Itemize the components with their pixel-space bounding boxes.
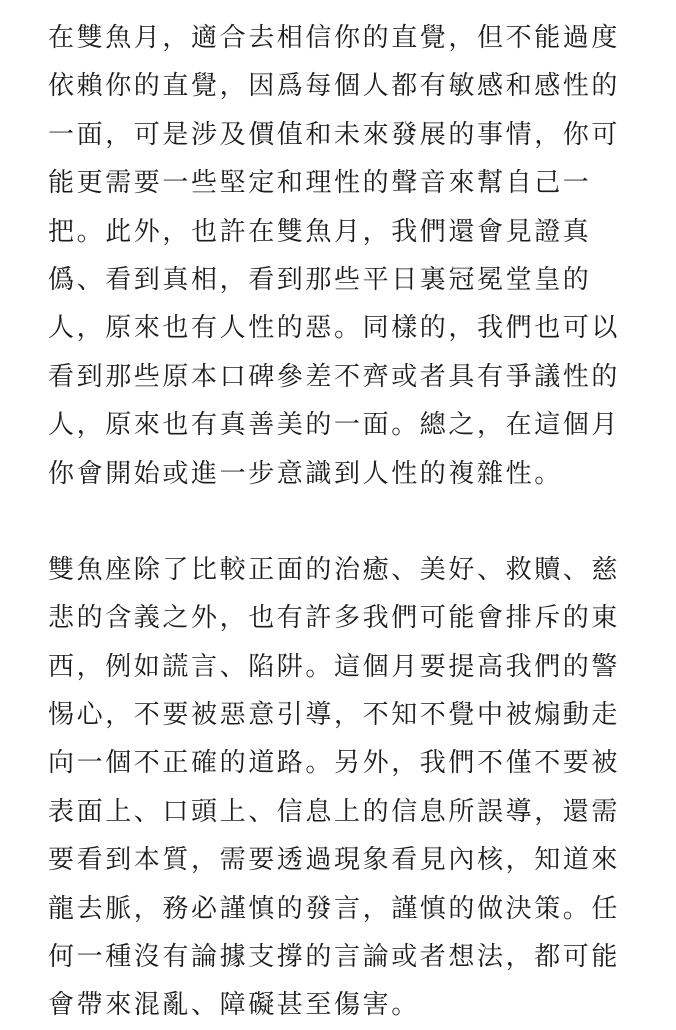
text-line: 惕心，不要被惡意引導，不知不覺中被煽動走 bbox=[48, 700, 621, 731]
paragraph-2 bbox=[48, 546, 638, 1030]
text-line: 你會開始或進一步意識到人性的複雜性。 bbox=[48, 458, 563, 489]
text-line: 依賴你的直覺，因爲每個人都有敏感和感性的 bbox=[48, 71, 621, 102]
text-line: 在雙魚月，適合去相信你的直覺，但不能過度 bbox=[48, 23, 621, 53]
text-line: 看到那些原本口碑參差不齊或者具有爭議性的 bbox=[48, 361, 621, 392]
paragraph-1 bbox=[48, 14, 638, 498]
text-line: 能更需要一些堅定和理性的聲音來幫自己一 bbox=[48, 168, 592, 199]
paragraph-spacer bbox=[48, 498, 638, 546]
text-line: 悲的含義之外，也有許多我們可能會排斥的東 bbox=[48, 603, 621, 634]
text-line: 把。此外，也許在雙魚月，我們還會見證真 bbox=[48, 216, 592, 247]
text-line: 何一種沒有論據支撐的言論或者想法，都可能 bbox=[48, 942, 621, 973]
text-line: 人，原來也有真善美的一面。總之，在這個月 bbox=[48, 410, 621, 441]
text-line: 龍去脈，務必謹慎的發言，謹慎的做決策。任 bbox=[48, 893, 621, 924]
text-line: 雙魚座除了比較正面的治癒、美好、救贖、慈 bbox=[48, 554, 621, 585]
text-line: 向一個不正確的道路。另外，我們不僅不要被 bbox=[48, 748, 621, 779]
text-line: 要看到本質，需要透過現象看見內核，知道來 bbox=[48, 845, 621, 876]
article-body bbox=[48, 14, 638, 1030]
text-line: 一面，可是涉及價值和未來發展的事情，你可 bbox=[48, 119, 621, 150]
text-line: 人，原來也有人性的惡。同樣的，我們也可以 bbox=[48, 313, 621, 344]
text-line: 西，例如謊言、陷阱。這個月要提高我們的警 bbox=[48, 651, 621, 682]
text-line: 表面上、口頭上、信息上的信息所誤導，還需 bbox=[48, 796, 621, 827]
text-line: 僞、看到真相，看到那些平日裏冠冕堂皇的 bbox=[48, 264, 592, 295]
text-line: 會帶來混亂、障礙甚至傷害。 bbox=[48, 990, 420, 1021]
